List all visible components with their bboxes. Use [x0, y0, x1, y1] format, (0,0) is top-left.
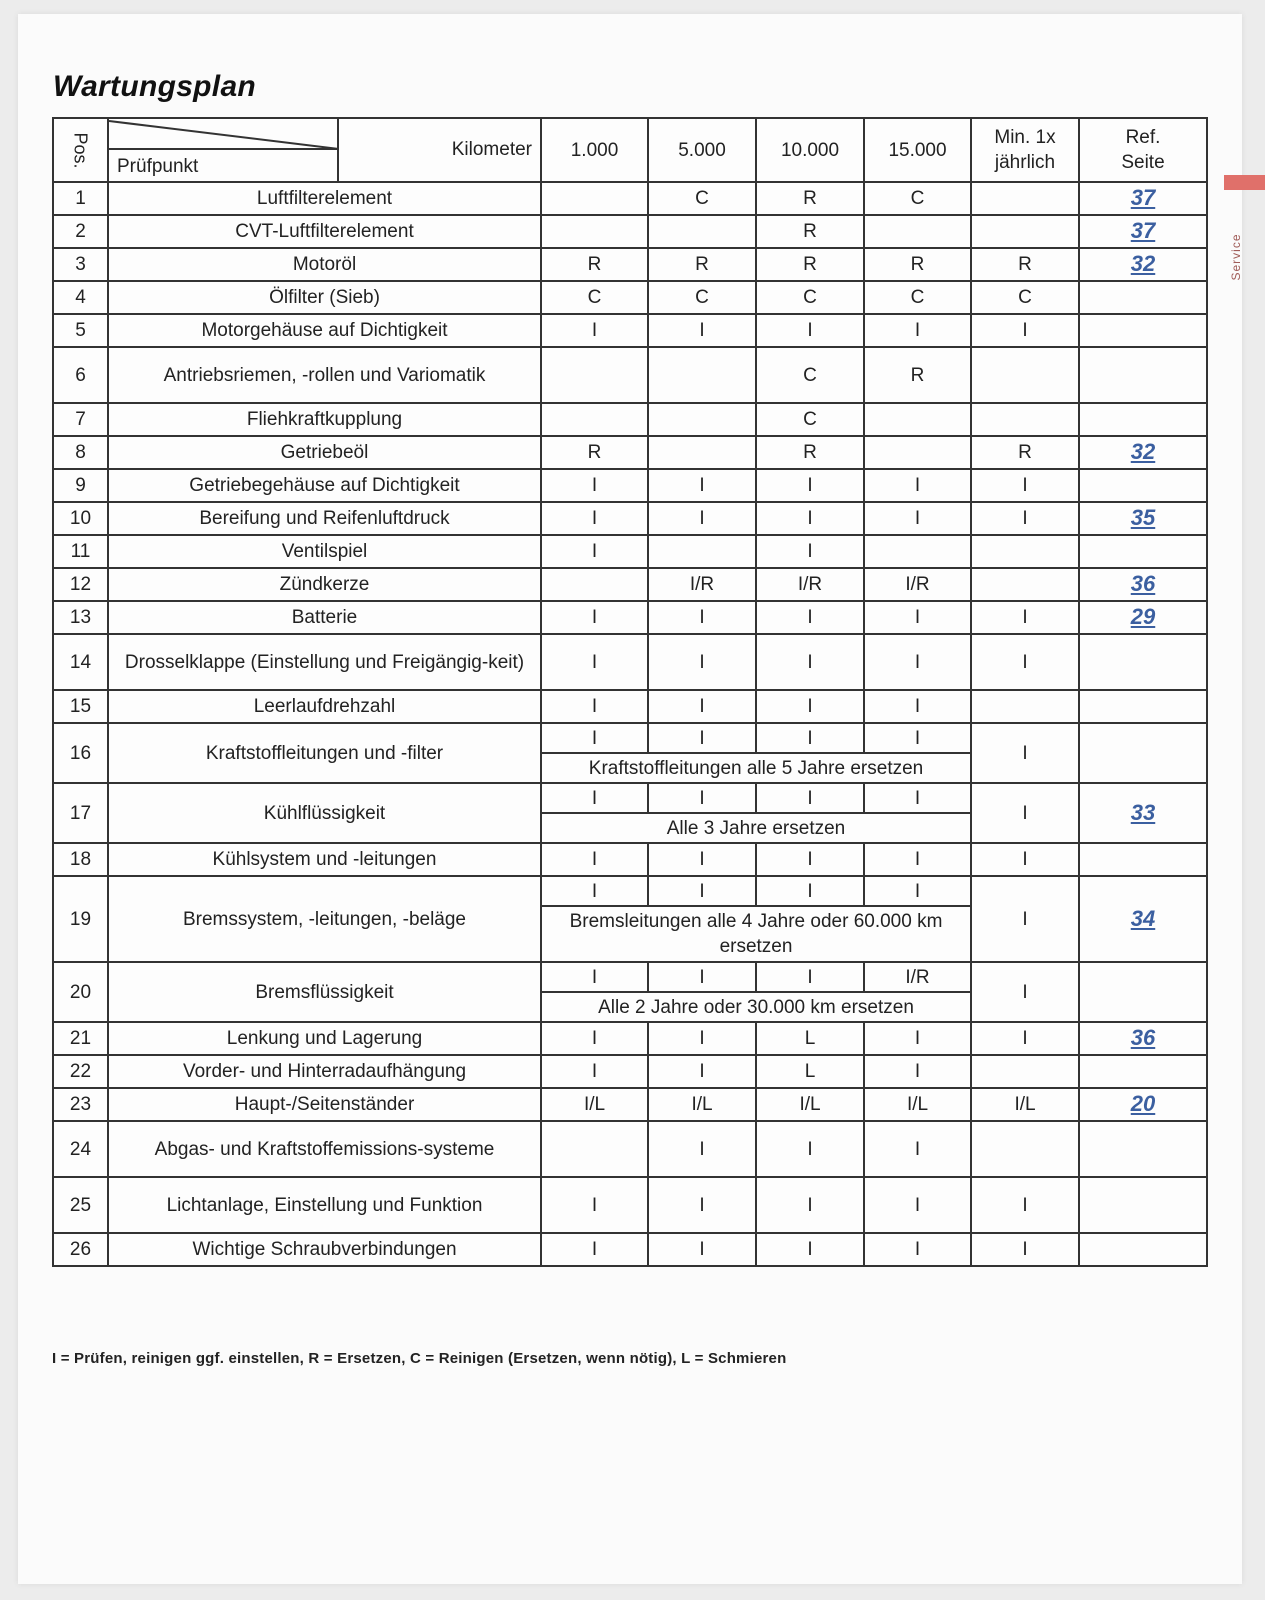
row-ref	[1079, 1055, 1207, 1088]
row-cell: I	[648, 962, 756, 992]
section-tab-label: Service	[1229, 233, 1243, 281]
row-item: Leerlaufdrehzahl	[108, 690, 541, 723]
row-ref	[1079, 1177, 1207, 1233]
row-pos: 12	[53, 568, 108, 601]
row-cell	[971, 215, 1079, 248]
row-cell: I	[864, 843, 971, 876]
row-cell: I	[648, 876, 756, 906]
row-item: Lichtanlage, Einstellung und Funktion	[108, 1177, 541, 1233]
row-item: Luftfilterelement	[108, 182, 541, 215]
row-item: Motoröl	[108, 248, 541, 281]
row-cell: I	[864, 1121, 971, 1177]
row-pos: 8	[53, 436, 108, 469]
row-item: Motorgehäuse auf Dichtigkeit	[108, 314, 541, 347]
row-cell: I	[648, 723, 756, 753]
row-pos: 9	[53, 469, 108, 502]
row-item: Antriebsriemen, -rollen und Variomatik	[108, 347, 541, 403]
row-item: CVT-Luftfilterelement	[108, 215, 541, 248]
table-row	[53, 502, 1207, 535]
row-cell: I	[756, 1233, 864, 1266]
row-cell: I	[648, 469, 756, 502]
row-ref	[1079, 634, 1207, 690]
header-col-ref: Ref. Seite	[1079, 118, 1207, 182]
row-cell: I	[864, 690, 971, 723]
row-pos: 14	[53, 634, 108, 690]
row-cell: I	[648, 783, 756, 813]
row-cell: I	[648, 1233, 756, 1266]
row-pos: 23	[53, 1088, 108, 1121]
row-cell	[541, 182, 648, 215]
row-ref	[1079, 1022, 1207, 1055]
row-item: Zündkerze	[108, 568, 541, 601]
row-cell: I	[971, 1022, 1079, 1055]
row-cell: I/R	[756, 568, 864, 601]
row-item: Getriebeöl	[108, 436, 541, 469]
ref-page-link[interactable]: 37	[1130, 185, 1156, 210]
row-cell: C	[648, 281, 756, 314]
row-cell: C	[864, 281, 971, 314]
row-item: Getriebegehäuse auf Dichtigkeit	[108, 469, 541, 502]
header-km-label: Kilometer	[451, 139, 532, 160]
header-pos	[53, 118, 108, 182]
row-ref	[1079, 215, 1207, 248]
header-col-yearly: Min. 1x jährlich	[971, 118, 1079, 182]
table-row	[53, 535, 1207, 568]
table-row	[53, 962, 1207, 992]
row-cell: C	[541, 281, 648, 314]
section-tab-marker	[1224, 175, 1265, 190]
row-ref	[1079, 783, 1207, 843]
row-cell: I/L	[541, 1088, 648, 1121]
ref-page-link[interactable]: 34	[1130, 905, 1156, 931]
row-cell: I	[648, 1022, 756, 1055]
ref-page-link[interactable]: 20	[1130, 1091, 1156, 1116]
row-cell: R	[541, 436, 648, 469]
row-cell	[541, 1121, 648, 1177]
row-cell: I	[756, 314, 864, 347]
row-pos: 20	[53, 962, 108, 1022]
row-cell: I	[541, 601, 648, 634]
row-pos: 1	[53, 182, 108, 215]
row-cell	[864, 535, 971, 568]
row-pos: 11	[53, 535, 108, 568]
row-ref	[1079, 436, 1207, 469]
row-item: Abgas- und Kraftstoffemissions-systeme	[108, 1121, 541, 1177]
row-pos: 5	[53, 314, 108, 347]
table-row	[53, 568, 1207, 601]
row-ref	[1079, 502, 1207, 535]
row-cell: I	[541, 634, 648, 690]
row-item: Kraftstoffleitungen und -filter	[108, 723, 541, 783]
row-cell: I	[864, 1055, 971, 1088]
row-cell: I	[756, 469, 864, 502]
row-pos: 18	[53, 843, 108, 876]
row-cell: I	[971, 843, 1079, 876]
table-row	[53, 1121, 1207, 1177]
row-cell	[864, 215, 971, 248]
row-cell-yearly: I	[971, 962, 1079, 1022]
row-cell-yearly: I	[971, 876, 1079, 962]
row-item: Bremssystem, -leitungen, -beläge	[108, 876, 541, 962]
row-cell: C	[756, 347, 864, 403]
row-ref	[1079, 1121, 1207, 1177]
row-cell	[971, 403, 1079, 436]
row-cell: I	[756, 783, 864, 813]
row-cell: R	[756, 248, 864, 281]
row-cell: I	[541, 535, 648, 568]
row-ref	[1079, 690, 1207, 723]
row-cell: I	[541, 1055, 648, 1088]
row-cell: I	[864, 502, 971, 535]
row-pos: 10	[53, 502, 108, 535]
row-cell: I	[541, 469, 648, 502]
row-item: Bereifung und Reifenluftdruck	[108, 502, 541, 535]
row-cell: I	[541, 1022, 648, 1055]
row-cell: I	[864, 469, 971, 502]
row-cell: R	[864, 248, 971, 281]
row-cell: I	[541, 962, 648, 992]
row-cell: I	[541, 723, 648, 753]
row-cell: I	[864, 1177, 971, 1233]
row-ref	[1079, 568, 1207, 601]
row-cell: I	[541, 314, 648, 347]
row-cell: I	[756, 1177, 864, 1233]
row-pos: 26	[53, 1233, 108, 1266]
ref-page-link[interactable]: 32	[1130, 251, 1156, 276]
row-ref	[1079, 1233, 1207, 1266]
row-cell: I	[864, 634, 971, 690]
row-item: Ölfilter (Sieb)	[108, 281, 541, 314]
row-cell: I	[864, 601, 971, 634]
row-cell: I	[541, 690, 648, 723]
row-cell: I/L	[648, 1088, 756, 1121]
row-cell: I	[541, 1233, 648, 1266]
table-row	[53, 436, 1207, 469]
row-pos: 16	[53, 723, 108, 783]
row-cell: C	[756, 281, 864, 314]
row-item: Lenkung und Lagerung	[108, 1022, 541, 1055]
row-cell: I	[541, 783, 648, 813]
row-cell: I	[756, 502, 864, 535]
row-cell: I	[971, 601, 1079, 634]
row-cell: R	[648, 248, 756, 281]
row-cell: I	[756, 876, 864, 906]
row-cell: R	[756, 182, 864, 215]
row-pos: 25	[53, 1177, 108, 1233]
row-ref	[1079, 281, 1207, 314]
ref-page-link[interactable]: 36	[1130, 1025, 1156, 1050]
row-ref	[1079, 314, 1207, 347]
row-pos: 19	[53, 876, 108, 962]
row-item: Drosselklappe (Einstellung und Freigängig-keit)	[108, 634, 541, 690]
row-cell: R	[864, 347, 971, 403]
ref-page-link[interactable]: 29	[1130, 604, 1156, 629]
row-ref	[1079, 469, 1207, 502]
row-cell: I	[756, 535, 864, 568]
ref-page-link[interactable]: 32	[1130, 439, 1156, 464]
row-cell: I	[864, 1022, 971, 1055]
row-cell: L	[756, 1055, 864, 1088]
row-cell	[971, 690, 1079, 723]
row-cell	[971, 568, 1079, 601]
row-ref	[1079, 535, 1207, 568]
row-cell: R	[756, 215, 864, 248]
row-item: Kühlflüssigkeit	[108, 783, 541, 843]
table-row	[53, 634, 1207, 690]
table-row	[53, 1233, 1207, 1266]
row-cell: R	[541, 248, 648, 281]
row-cell: I	[648, 843, 756, 876]
row-cell	[648, 436, 756, 469]
table-header-row	[53, 118, 1207, 182]
maintenance-table	[52, 117, 1208, 1267]
row-cell: I	[648, 1121, 756, 1177]
row-cell: I/R	[864, 962, 971, 992]
row-cell: I	[971, 469, 1079, 502]
row-cell: I	[541, 876, 648, 906]
row-cell: R	[756, 436, 864, 469]
row-note: Bremsleitungen alle 4 Jahre oder 60.000 km ersetzen	[541, 906, 971, 962]
row-cell: I	[648, 601, 756, 634]
row-cell: I	[648, 1055, 756, 1088]
table-row	[53, 403, 1207, 436]
header-col-10000: 10.000	[756, 118, 864, 182]
row-cell: I	[541, 1177, 648, 1233]
row-cell: I/L	[971, 1088, 1079, 1121]
row-cell: I/R	[864, 568, 971, 601]
row-cell: I	[756, 601, 864, 634]
row-cell: I	[971, 502, 1079, 535]
header-item-label: Prüfpunkt	[117, 156, 199, 177]
row-note: Kraftstoffleitungen alle 5 Jahre ersetzen	[541, 753, 971, 783]
table-row	[53, 1055, 1207, 1088]
row-pos: 24	[53, 1121, 108, 1177]
row-cell	[971, 535, 1079, 568]
table-row	[53, 281, 1207, 314]
row-cell: C	[756, 403, 864, 436]
row-pos: 7	[53, 403, 108, 436]
table-row	[53, 182, 1207, 215]
row-cell: I	[648, 314, 756, 347]
row-cell: I	[648, 690, 756, 723]
table-row	[53, 843, 1207, 876]
row-cell: C	[971, 281, 1079, 314]
row-cell: I	[864, 723, 971, 753]
row-item: Batterie	[108, 601, 541, 634]
row-cell: I	[864, 314, 971, 347]
row-cell: I	[541, 502, 648, 535]
row-ref	[1079, 876, 1207, 962]
row-cell	[864, 436, 971, 469]
row-cell	[541, 403, 648, 436]
row-cell: I	[864, 783, 971, 813]
row-cell: I	[971, 634, 1079, 690]
row-cell: I	[541, 843, 648, 876]
row-pos: 17	[53, 783, 108, 843]
row-ref	[1079, 843, 1207, 876]
row-cell: I	[648, 502, 756, 535]
row-item: Wichtige Schraubverbindungen	[108, 1233, 541, 1266]
row-ref	[1079, 182, 1207, 215]
row-cell: I	[756, 690, 864, 723]
row-cell: R	[971, 248, 1079, 281]
table-row	[53, 1022, 1207, 1055]
table-row	[53, 723, 1207, 753]
row-cell: I/L	[864, 1088, 971, 1121]
row-cell: C	[864, 182, 971, 215]
row-cell	[971, 1055, 1079, 1088]
row-cell: I	[864, 1233, 971, 1266]
row-cell	[971, 182, 1079, 215]
row-ref	[1079, 723, 1207, 783]
row-pos: 21	[53, 1022, 108, 1055]
row-ref	[1079, 962, 1207, 1022]
table-row	[53, 1088, 1207, 1121]
row-pos: 15	[53, 690, 108, 723]
table-row	[53, 215, 1207, 248]
row-cell: C	[648, 182, 756, 215]
table-row	[53, 690, 1207, 723]
row-cell: I	[756, 1121, 864, 1177]
row-cell	[648, 535, 756, 568]
row-ref	[1079, 1088, 1207, 1121]
table-row	[53, 248, 1207, 281]
table-row	[53, 1177, 1207, 1233]
row-cell: I	[971, 314, 1079, 347]
header-pos-label: Pos.	[71, 131, 91, 169]
table-row	[53, 347, 1207, 403]
row-cell: R	[971, 436, 1079, 469]
ref-page-link[interactable]: 36	[1130, 571, 1156, 596]
row-cell: I	[971, 1233, 1079, 1266]
row-cell-yearly: I	[971, 723, 1079, 783]
row-item: Ventilspiel	[108, 535, 541, 568]
row-cell	[648, 215, 756, 248]
row-cell-yearly: I	[971, 783, 1079, 843]
row-cell: I	[971, 1177, 1079, 1233]
row-cell	[648, 347, 756, 403]
row-note: Alle 2 Jahre oder 30.000 km ersetzen	[541, 992, 971, 1022]
row-cell: I	[648, 634, 756, 690]
row-cell	[971, 1121, 1079, 1177]
row-note: Alle 3 Jahre ersetzen	[541, 813, 971, 843]
row-cell: I/L	[756, 1088, 864, 1121]
row-item: Vorder- und Hinterradaufhängung	[108, 1055, 541, 1088]
row-pos: 13	[53, 601, 108, 634]
row-cell	[648, 403, 756, 436]
row-cell: I	[648, 1177, 756, 1233]
row-item: Haupt-/Seitenständer	[108, 1088, 541, 1121]
table-row	[53, 314, 1207, 347]
row-cell: I/R	[648, 568, 756, 601]
header-col-5000: 5.000	[648, 118, 756, 182]
row-pos: 3	[53, 248, 108, 281]
header-col-1000: 1.000	[541, 118, 648, 182]
row-cell: I	[756, 962, 864, 992]
table-row	[53, 876, 1207, 906]
row-pos: 4	[53, 281, 108, 314]
row-cell: I	[756, 634, 864, 690]
row-cell	[541, 568, 648, 601]
row-cell	[864, 403, 971, 436]
row-pos: 22	[53, 1055, 108, 1088]
page-title: Wartungsplan	[53, 70, 257, 103]
row-pos: 2	[53, 215, 108, 248]
row-cell	[971, 347, 1079, 403]
header-item	[108, 118, 541, 182]
row-ref	[1079, 248, 1207, 281]
ref-page-link[interactable]: 35	[1130, 505, 1156, 530]
row-item: Bremsflüssigkeit	[108, 962, 541, 1022]
table-row	[53, 469, 1207, 502]
row-cell: I	[756, 843, 864, 876]
row-ref	[1079, 403, 1207, 436]
row-ref	[1079, 601, 1207, 634]
row-cell: L	[756, 1022, 864, 1055]
row-item: Kühlsystem und -leitungen	[108, 843, 541, 876]
row-ref	[1079, 347, 1207, 403]
row-pos: 6	[53, 347, 108, 403]
ref-page-link[interactable]: 33	[1130, 799, 1156, 825]
table-row	[53, 783, 1207, 813]
row-cell	[541, 215, 648, 248]
legend-text: I = Prüfen, reinigen ggf. einstellen, R = Ersetzen, C = Reinigen (Ersetzen, wenn nötig), L = Schmieren	[52, 1350, 787, 1367]
table-row	[53, 601, 1207, 634]
row-cell	[541, 347, 648, 403]
header-col-15000: 15.000	[864, 118, 971, 182]
row-cell: I	[756, 723, 864, 753]
row-item: Fliehkraftkupplung	[108, 403, 541, 436]
ref-page-link[interactable]: 37	[1130, 218, 1156, 243]
row-cell: I	[864, 876, 971, 906]
